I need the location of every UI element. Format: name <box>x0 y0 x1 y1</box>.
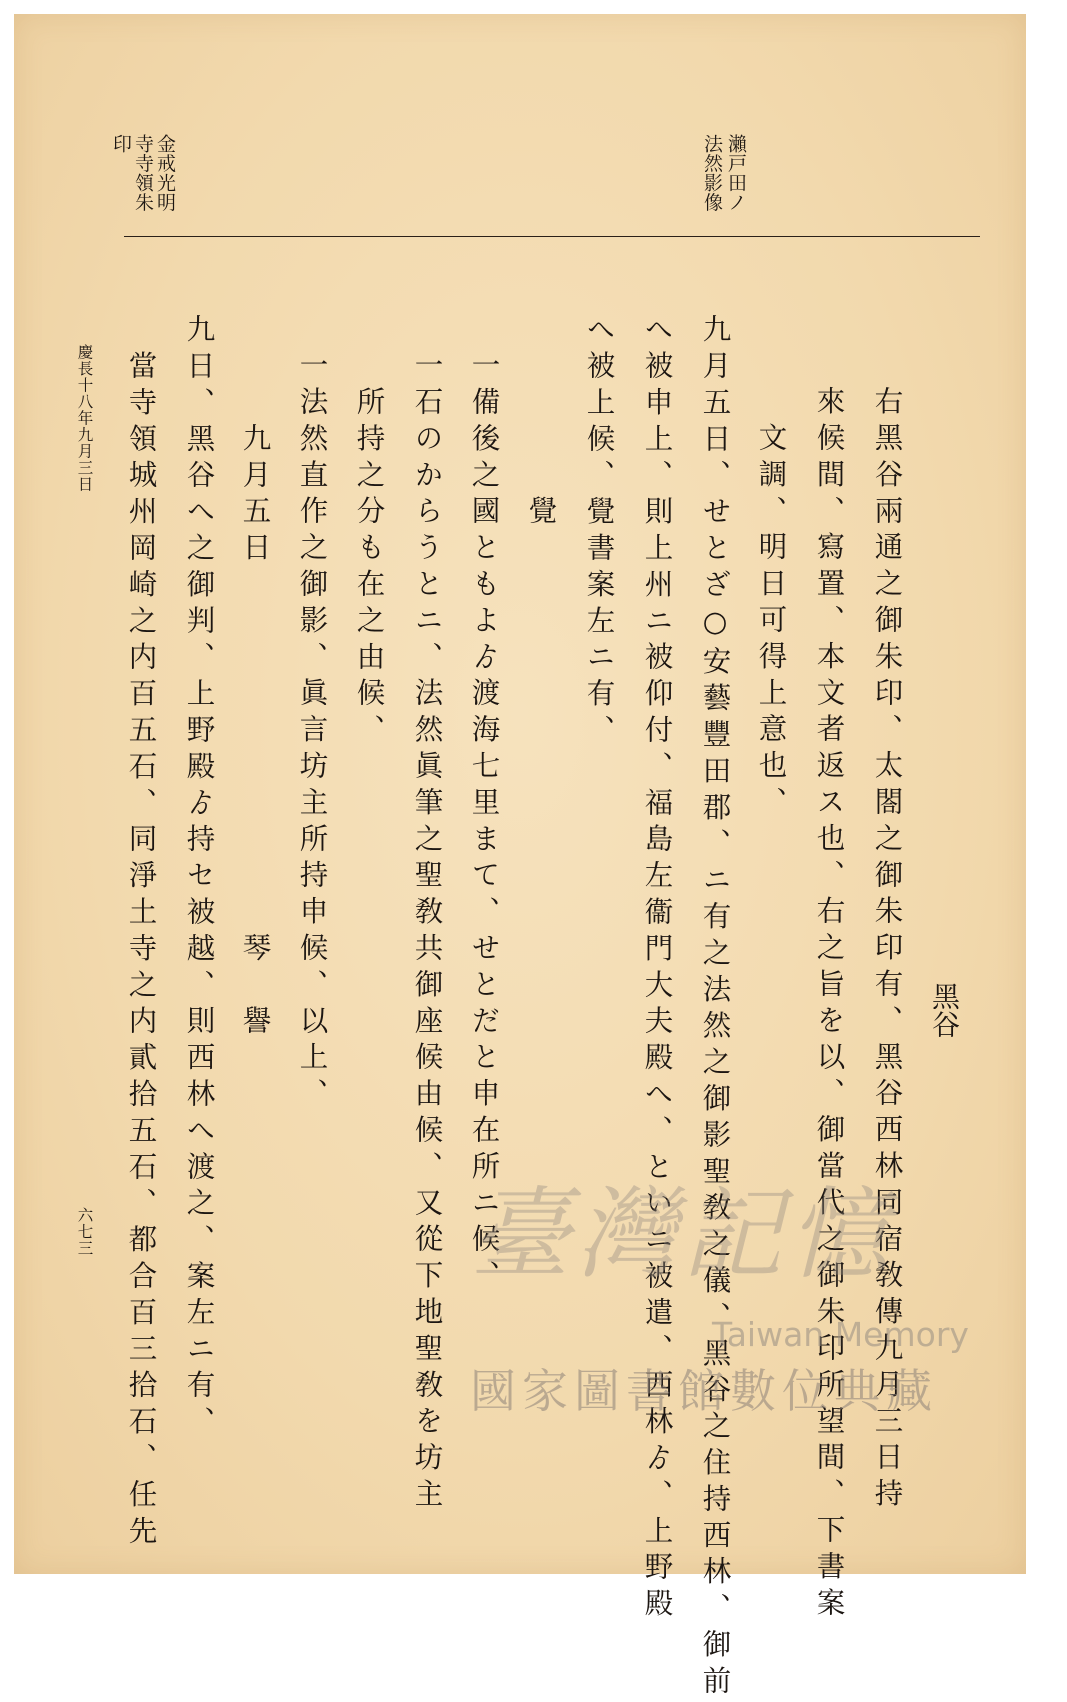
body-column: 文調、明日可得上意也、 <box>754 386 788 823</box>
section-heading: 黑谷 <box>928 982 961 1038</box>
margin-note-right-line-2: 法然影像 <box>701 134 723 212</box>
body-column: へ被申上、則上州ニ被仰付、福島左衞門大夫殿へ、といニ被遣、西林ゟ、上野殿 <box>640 314 674 1625</box>
body-column: 九日、黑谷へ之御判、上野殿ゟ持セ被越、則西林へ渡之、案左ニ有、 <box>182 314 216 1443</box>
margin-note-left-line-1: 金戒光明 <box>154 134 176 212</box>
body-column: 一備後之國ともよゟ渡海七里まて、せとだと申在所ニ候、 <box>467 350 501 1297</box>
body-column: 所持之分も在之由候、 <box>352 350 386 751</box>
margin-note-left-line-3: 印 <box>110 134 132 154</box>
header-rule <box>124 236 980 237</box>
date-line: 慶長十八年九月三日 <box>75 344 94 493</box>
body-column: 當寺領城州岡崎之内百五石、同淨土寺之内貳拾五石、都合百三拾石、任先 <box>124 314 158 1552</box>
margin-note-right-line-1: 瀨戸田ノ <box>725 134 747 212</box>
watermark-latin-text: Taiwan Memory <box>712 1315 969 1354</box>
watermark-library-name: 國家圖書館數位典藏 <box>470 1364 938 1418</box>
body-column: 九月五日 琴 譽 <box>238 350 272 1042</box>
body-column: 覺 <box>524 386 558 532</box>
body-column: 來候間、寫置、本文者返ス也、右之旨を以、御當代之御朱印所望間、下書案 <box>812 386 846 1624</box>
page-number: 六七三 <box>75 1207 94 1257</box>
body-column: 九月五日、せとざ○安藝豐田郡、ニ有之法然之御影聖敎之儀、黑谷之住持西林、御前 <box>698 314 732 1702</box>
body-column: へ被上候、覺書案左ニ有、 <box>582 314 616 751</box>
body-column: 一法然直作之御影、眞言坊主所持申候、以上、 <box>295 350 329 1115</box>
body-column: 一石のからうとニ、法然眞筆之聖敎共御座候由候、又從下地聖敎を坊主 <box>410 350 444 1515</box>
margin-note-left-line-2: 寺寺領朱 <box>132 134 154 212</box>
document-page <box>14 14 1026 1702</box>
body-column: 右黑谷兩通之御朱印、太閤之御朱印有、黑谷西林同宿敎傳九月三日持 <box>870 386 904 1515</box>
watermark-cursive-logo: 臺灣記憶 <box>470 1176 894 1293</box>
